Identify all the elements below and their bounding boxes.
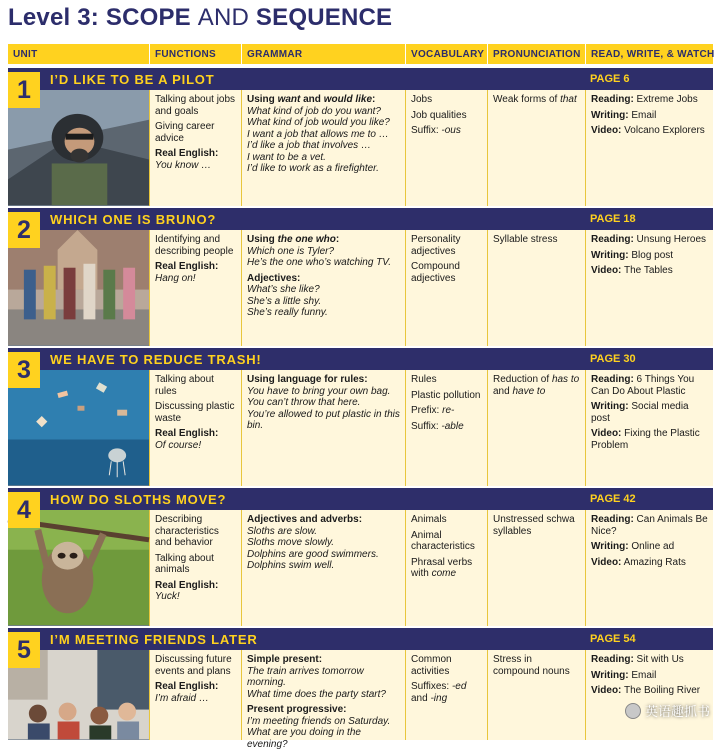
vocabulary-cell: Animals Animal characteristics Phrasal verbs with come bbox=[406, 510, 488, 626]
unit-page: PAGE 54 bbox=[590, 633, 636, 645]
pronunciation-cell: Unstressed schwa syllables bbox=[488, 510, 586, 626]
header-pronunciation: PRONUNCIATION bbox=[488, 44, 586, 64]
unit-title-bar bbox=[8, 208, 713, 230]
grammar-cell: Simple present: The train arrives tomorrow morning. What time does the party start? Present progressive: I’m meeting friends on Saturday. What are you doing in the evening? bbox=[242, 650, 406, 740]
pronunciation-cell: Syllable stress bbox=[488, 230, 586, 346]
functions-cell: Discussing future events and plans Real English: I’m afraid … bbox=[150, 650, 242, 740]
unit-title-bar bbox=[8, 488, 713, 510]
grammar-cell: Adjectives and adverbs: Sloths are slow. Sloths move slowly. Dolphins are good swimmers. Dolphins swim well. bbox=[242, 510, 406, 626]
header-vocabulary: VOCABULARY bbox=[406, 44, 488, 64]
table-header bbox=[8, 44, 713, 64]
vocabulary-cell: Rules Plastic pollution Prefix: re- Suffix: -able bbox=[406, 370, 488, 486]
unit-page: PAGE 30 bbox=[590, 353, 636, 365]
unit-title-bar bbox=[8, 348, 713, 370]
pronunciation-cell: Weak forms of that bbox=[488, 90, 586, 206]
unit-title-bar bbox=[8, 68, 713, 90]
grammar-cell: Using the one who: Which one is Tyler? He’s the one who’s watching TV. Adjectives: What’s she like? She’s a little shy. She’s really funny. bbox=[242, 230, 406, 346]
header-read-write-watch: READ, WRITE, & WATCH bbox=[591, 49, 715, 60]
pronunciation-cell: Reduction of has to and have to bbox=[488, 370, 586, 486]
pronunciation-cell: Stress in compound nouns bbox=[488, 650, 586, 740]
unit-page: PAGE 6 bbox=[590, 73, 630, 85]
read-write-watch-cell: Reading: Extreme Jobs Writing: Email Video: Volcano Explorers bbox=[591, 94, 705, 136]
unit-title: HOW DO SLOTHS MOVE? bbox=[50, 492, 227, 507]
vocabulary-cell: Jobs Job qualities Suffix: -ous bbox=[406, 90, 488, 206]
read-write-watch-cell: Reading: 6 Things You Can Do About Plastic Writing: Social media post Video: Fixing the Plastic Problem bbox=[591, 374, 700, 451]
header-grammar: GRAMMAR bbox=[242, 44, 406, 64]
header-functions: FUNCTIONS bbox=[150, 44, 242, 64]
functions-cell: Identifying and describing people Real English: Hang on! bbox=[150, 230, 242, 346]
read-write-watch-cell: Reading: Unsung Heroes Writing: Blog post Video: The Tables bbox=[591, 234, 707, 276]
unit-number-badge: 2 bbox=[8, 212, 40, 248]
unit-row bbox=[8, 488, 713, 628]
unit-row bbox=[8, 348, 713, 488]
page-title: Level 3: SCOPE AND SEQUENCE bbox=[8, 4, 393, 31]
functions-cell: Talking about jobs and goals Giving career advice Real English: You know … bbox=[150, 90, 242, 206]
read-write-watch-cell: Reading: Can Animals Be Nice? Writing: Online ad Video: Amazing Rats bbox=[591, 514, 708, 568]
unit-number-badge: 1 bbox=[8, 72, 40, 108]
header-unit: UNIT bbox=[8, 44, 150, 64]
unit-number-badge: 3 bbox=[8, 352, 40, 388]
unit-title-bar bbox=[8, 628, 713, 650]
functions-cell: Talking about rules Discussing plastic waste Real English: Of course! bbox=[150, 370, 242, 486]
functions-cell: Describing characteristics and behavior Talking about animals Real English: Yuck! bbox=[150, 510, 242, 626]
unit-number-badge: 5 bbox=[8, 632, 40, 668]
vocabulary-cell: Common activities Suffixes: -ed and -ing bbox=[406, 650, 488, 740]
unit-title: I’D LIKE TO BE A PILOT bbox=[50, 72, 215, 87]
wechat-icon bbox=[625, 703, 641, 719]
watermark: 英语趣抓书 bbox=[625, 701, 710, 720]
read-write-watch-cell: Reading: Sit with Us Writing: Email Video: The Boiling River bbox=[591, 654, 701, 696]
unit-row bbox=[8, 68, 713, 208]
grammar-cell: Using want and would like: What kind of job do you want? What kind of job would you like? I want a job that allows me to … I’d like a job that involves … I want to be a vet. I’d like to work as a firefighter. bbox=[242, 90, 406, 206]
unit-page: PAGE 42 bbox=[590, 493, 636, 505]
unit-row bbox=[8, 208, 713, 348]
unit-page: PAGE 18 bbox=[590, 213, 636, 225]
unit-title: WHICH ONE IS BRUNO? bbox=[50, 212, 217, 227]
grammar-cell: Using language for rules: You have to bring your own bag. You can’t throw that here. You’re allowed to put plastic in this bin. bbox=[242, 370, 406, 486]
unit-number-badge: 4 bbox=[8, 492, 40, 528]
unit-title: I’M MEETING FRIENDS LATER bbox=[50, 632, 258, 647]
vocabulary-cell: Personality adjectives Compound adjectives bbox=[406, 230, 488, 346]
unit-title: WE HAVE TO REDUCE TRASH! bbox=[50, 352, 262, 367]
unit-row bbox=[8, 628, 713, 750]
